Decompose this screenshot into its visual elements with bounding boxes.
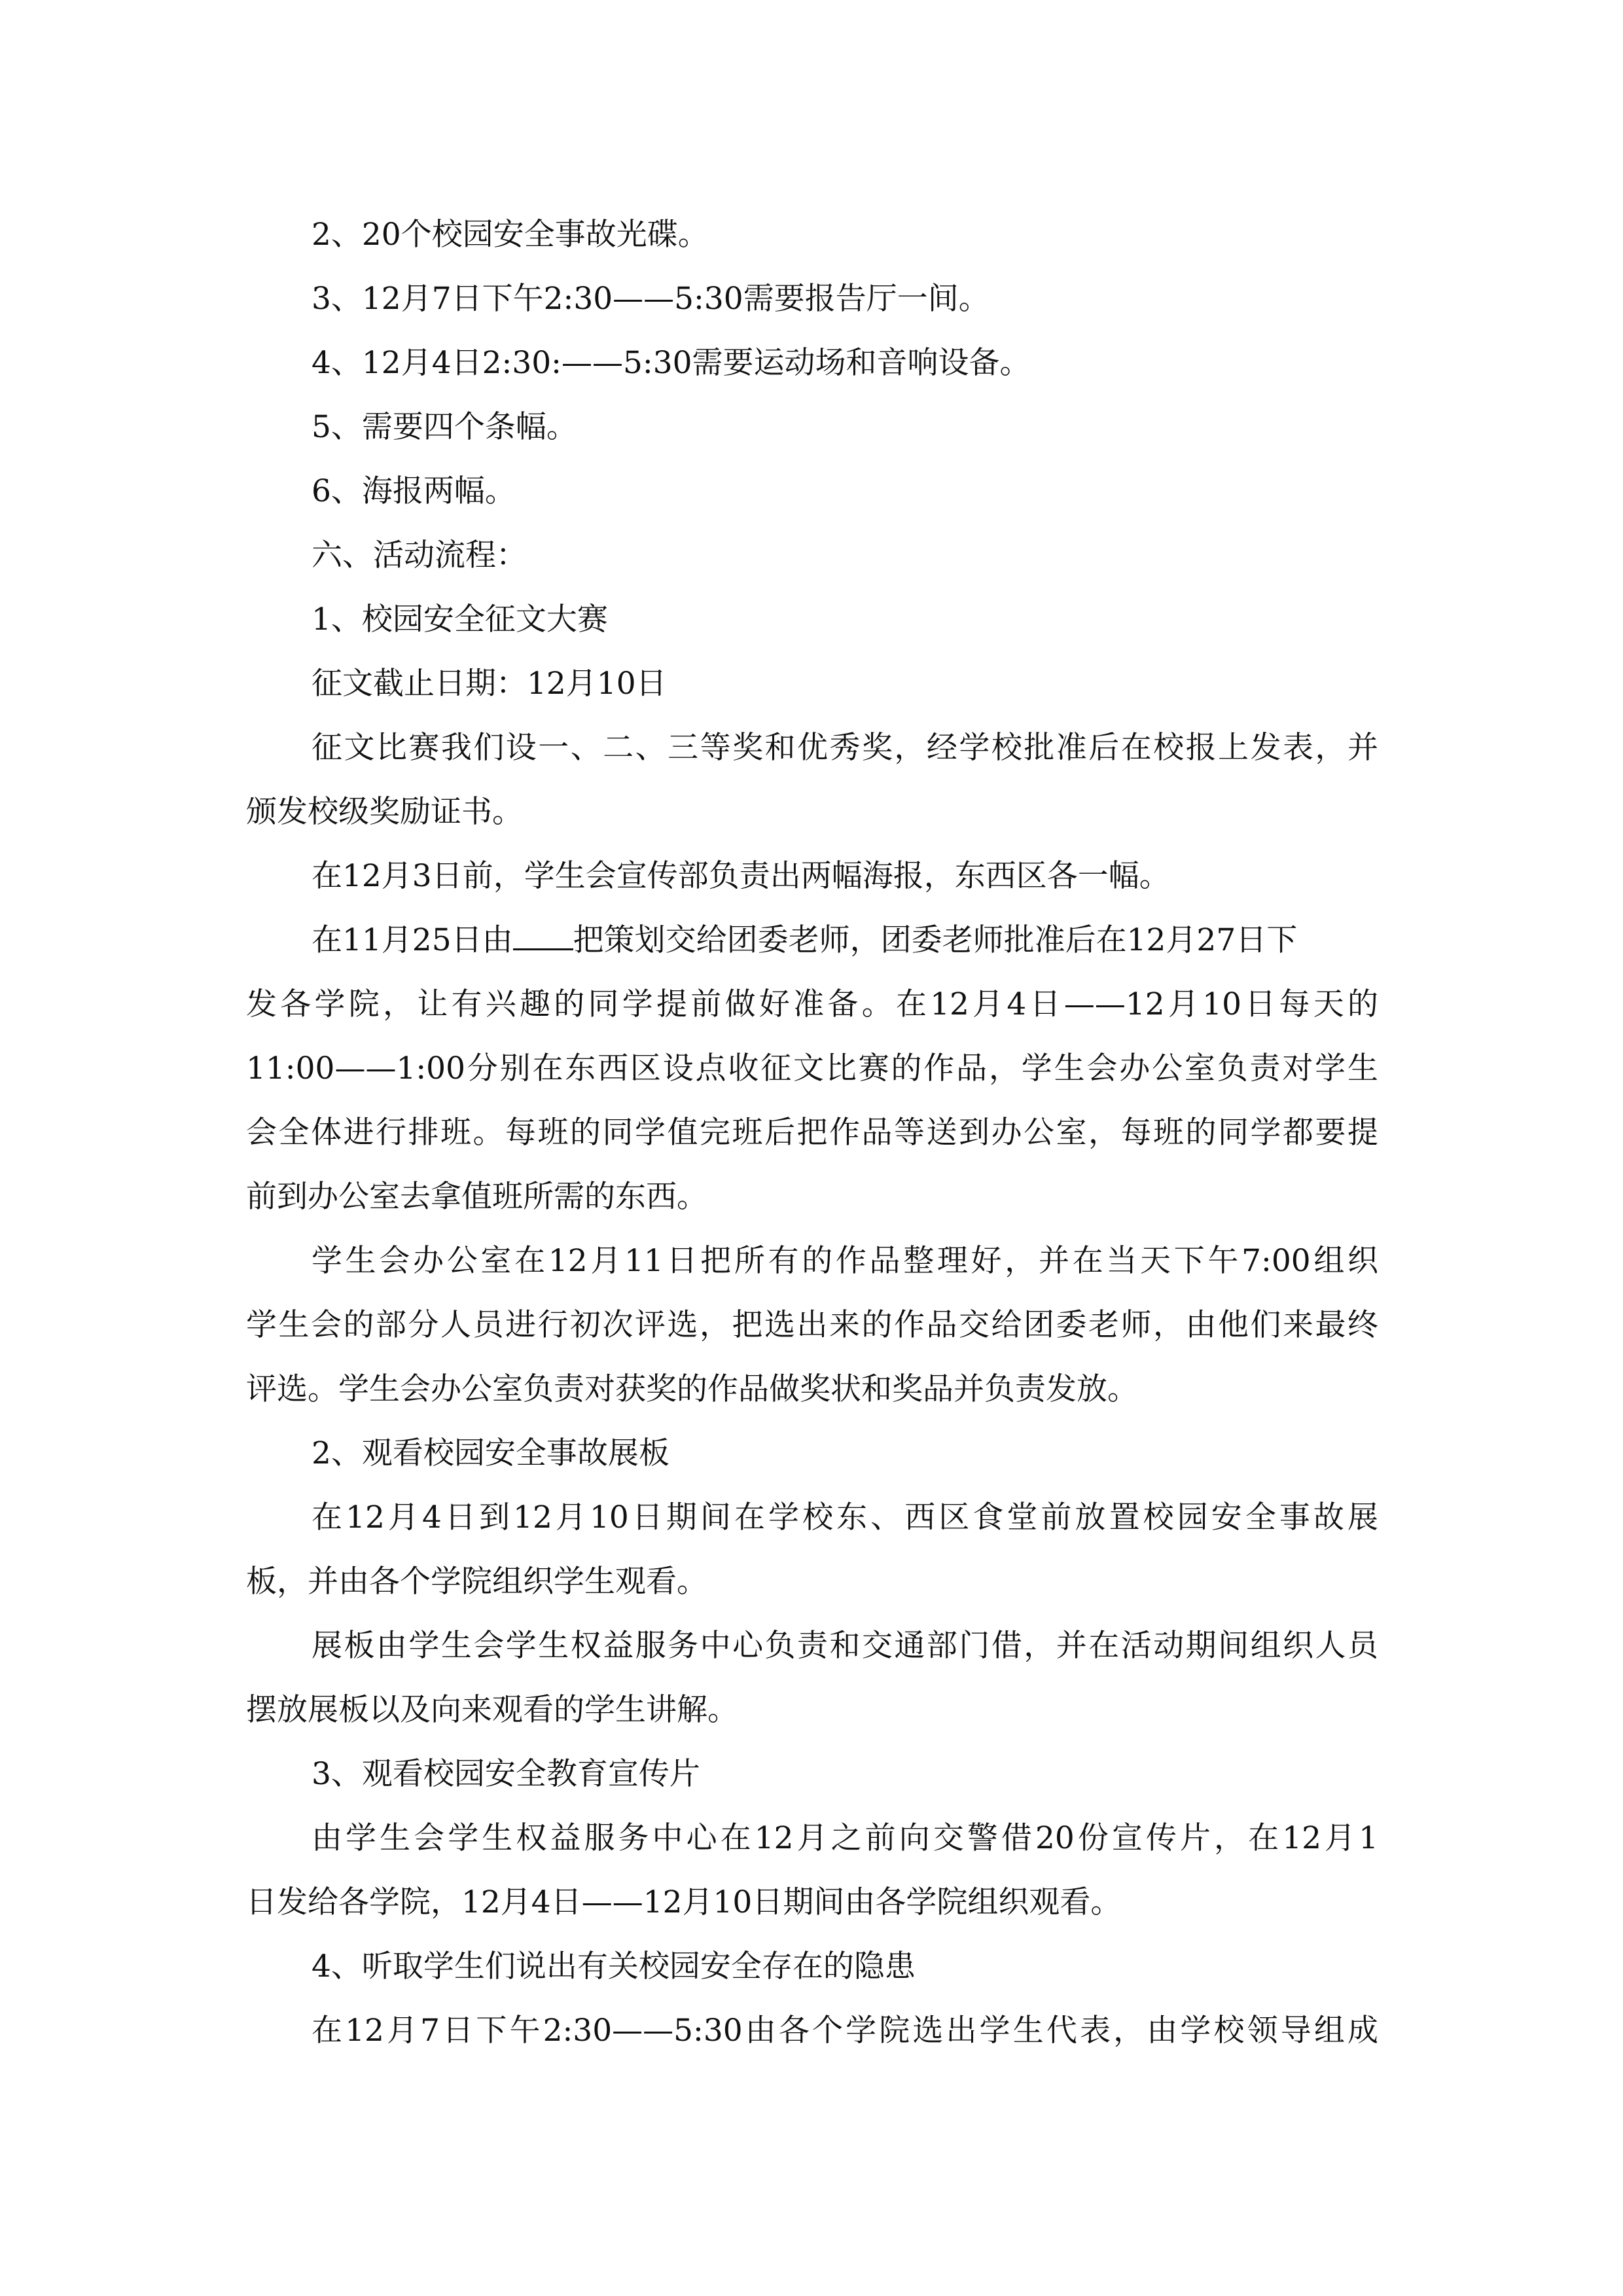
paragraph-line: 前到办公室去拿值班所需的东西。 [246, 1179, 707, 1215]
section-heading-process: 六、活动流程： [312, 537, 527, 573]
paragraph-text: 把策划交给团委老师，团委老师批准后在12月27日下 [573, 922, 1298, 958]
paragraph-line: 摆放展板以及向来观看的学生讲解。 [246, 1692, 738, 1728]
paragraph-line: 学生会办公室在12月11日把所有的作品整理好，并在当天下午7:00组织 [312, 1243, 1378, 1279]
paragraph-text: 在11月25日由 [312, 922, 513, 958]
list-item-cd: 2、20个校园安全事故光碟。 [312, 217, 709, 253]
subheading-essay-contest: 1、校园安全征文大赛 [312, 601, 608, 637]
paragraph-line: 由学生会学生权益服务中心在12月之前向交警借20份宣传片，在12月1 [312, 1820, 1378, 1856]
paragraph-line: 颁发校级奖励证书。 [246, 794, 523, 830]
paragraph-line: 评选。学生会办公室负责对获奖的作品做奖状和奖品并负责发放。 [246, 1371, 1138, 1407]
list-item-hall: 3、12月7日下午2:30——5:30需要报告厅一间。 [312, 281, 990, 317]
paragraph-line: 在12月7日下午2:30——5:30由各个学院选出学生代表，由学校领导组成 [312, 2013, 1378, 2049]
paragraph-line: 日发给各学院，12月4日——12月10日期间由各学院组织观看。 [246, 1884, 1122, 1920]
list-item-field: 4、12月4日2:30:——5:30需要运动场和音响设备。 [312, 345, 1031, 381]
paragraph-line: 征文比赛我们设一、二、三等奖和优秀奖，经学校批准后在校报上发表，并 [312, 730, 1378, 766]
paragraph-line: 展板由学生会学生权益服务中心负责和交通部门借，并在活动期间组织人员 [312, 1628, 1378, 1664]
paragraph-line: 11:00——1:00分别在东西区设点收征文比赛的作品，学生会办公室负责对学生 [246, 1050, 1378, 1086]
essay-deadline: 征文截止日期：12月10日 [312, 666, 667, 702]
document-body [246, 203, 1378, 2063]
subheading-hazards: 4、听取学生们说出有关校园安全存在的隐患 [312, 1948, 916, 1984]
list-item-posters: 6、海报两幅。 [312, 473, 516, 509]
paragraph-line-with-blank [246, 908, 1378, 973]
paragraph-line: 发各学院，让有兴趣的同学提前做好准备。在12月4日——12月10日每天的 [246, 986, 1378, 1022]
subheading-video: 3、观看校园安全教育宣传片 [312, 1756, 700, 1792]
paragraph-line: 板，并由各个学院组织学生观看。 [246, 1564, 707, 1600]
paragraph-line: 学生会的部分人员进行初次评选，把选出来的作品交给团委老师，由他们来最终 [246, 1307, 1378, 1343]
paragraph-line: 在12月4日到12月10日期间在学校东、西区食堂前放置校园安全事故展 [312, 1499, 1378, 1535]
list-item-banners: 5、需要四个条幅。 [312, 409, 577, 445]
fill-in-blank [513, 922, 573, 950]
subheading-display-boards: 2、观看校园安全事故展板 [312, 1435, 669, 1471]
paragraph-line: 在12月3日前，学生会宣传部负责出两幅海报，东西区各一幅。 [312, 858, 1170, 894]
paragraph-line: 会全体进行排班。每班的同学值完班后把作品等送到办公室，每班的同学都要提 [246, 1115, 1378, 1151]
